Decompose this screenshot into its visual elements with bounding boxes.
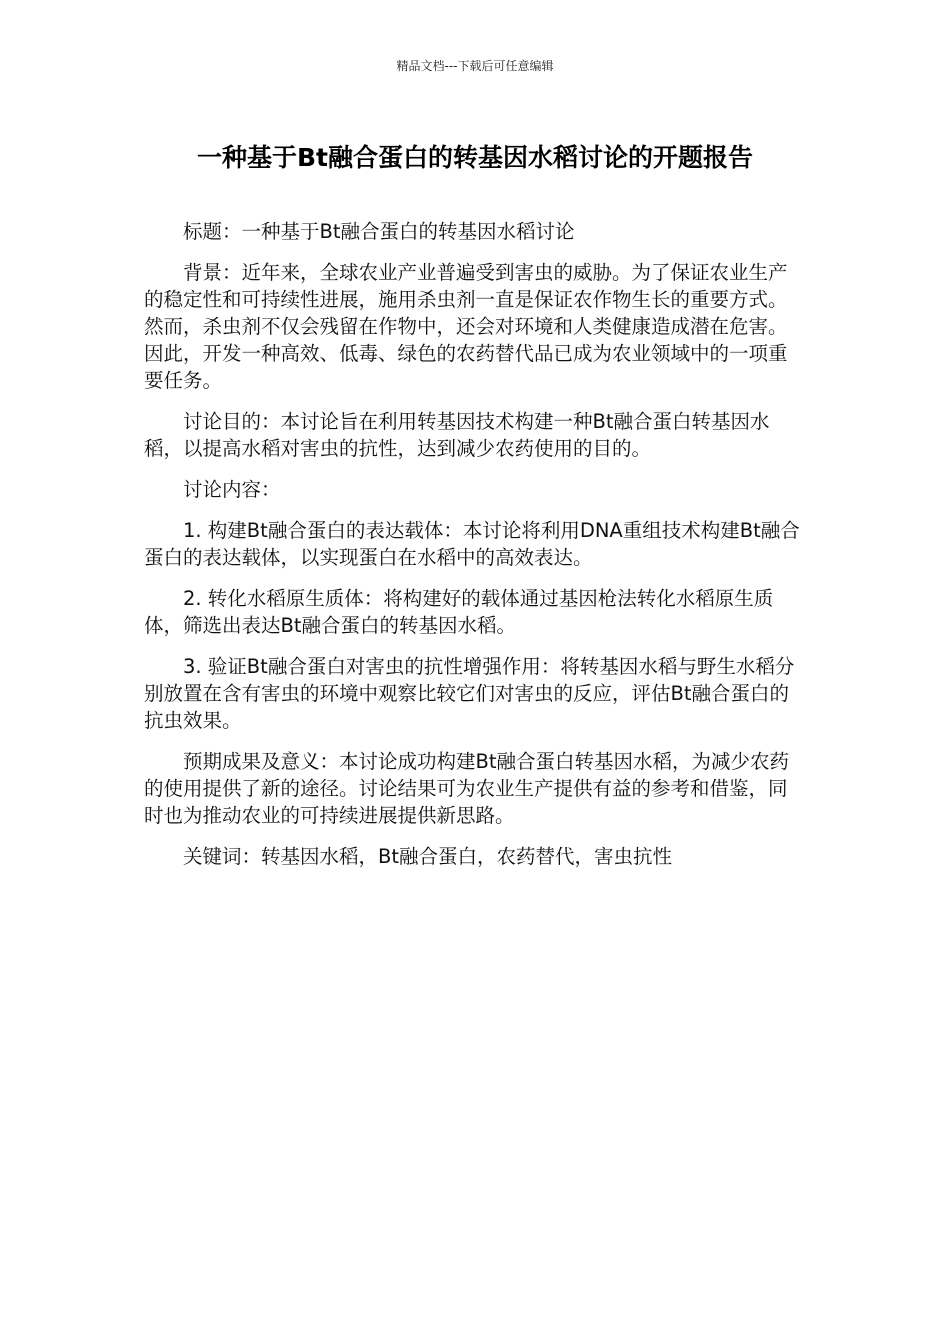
paragraph-background: 背景：近年来，全球农业产业普遍受到害虫的威胁。为了保证农业生产的稳定性和可持续性进展，施用杀虫剂一直是保证农作物生长的重要方式。然而，杀虫剂不仅会残留在作物中，还会对环境和人类健康造成潜在危害。因此，开发一种高效、低毒、绿色的农药替代品已成为农业领域中的一项重要任务。 — [144, 261, 788, 392]
paragraph-content-item-2: 2. 转化水稻原生质体：将构建好的载体通过基因枪法转化水稻原生质体，筛选出表达Bt融合蛋白的转基因水稻。 — [144, 587, 774, 637]
paragraph-expected-results: 预期成果及意义：本讨论成功构建Bt融合蛋白转基因水稻，为减少农药的使用提供了新的途径。讨论结果可为农业生产提供有益的参考和借鉴，同时也为推动农业的可持续进展提供新思路。 — [144, 750, 790, 827]
paragraph-title-line: 标题：一种基于Bt融合蛋白的转基因水稻讨论 — [183, 220, 575, 243]
paragraph-keywords: 关键词：转基因水稻，Bt融合蛋白，农药替代，害虫抗性 — [183, 845, 673, 868]
document-body — [144, 218, 806, 884]
page-title: 一种基于Bt融合蛋白的转基因水稻讨论的开题报告 — [196, 143, 753, 172]
paragraph-content-item-1: 1. 构建Bt融合蛋白的表达载体：本讨论将利用DNA重组技术构建Bt融合蛋白的表达载体，以实现蛋白在水稻中的高效表达。 — [144, 519, 800, 569]
paragraph-content-item-3: 3. 验证Bt融合蛋白对害虫的抗性增强作用：将转基因水稻与野生水稻分别放置在含有害虫的环境中观察比较它们对害虫的反应，评估Bt融合蛋白的抗虫效果。 — [144, 655, 795, 732]
paragraph-purpose: 讨论目的：本讨论旨在利用转基因技术构建一种Bt融合蛋白转基因水稻，以提高水稻对害虫的抗性，达到减少农药使用的目的。 — [144, 410, 770, 460]
header-note: 精品文档---下载后可任意编辑 — [396, 59, 554, 73]
paragraph-content-heading: 讨论内容： — [183, 478, 281, 501]
